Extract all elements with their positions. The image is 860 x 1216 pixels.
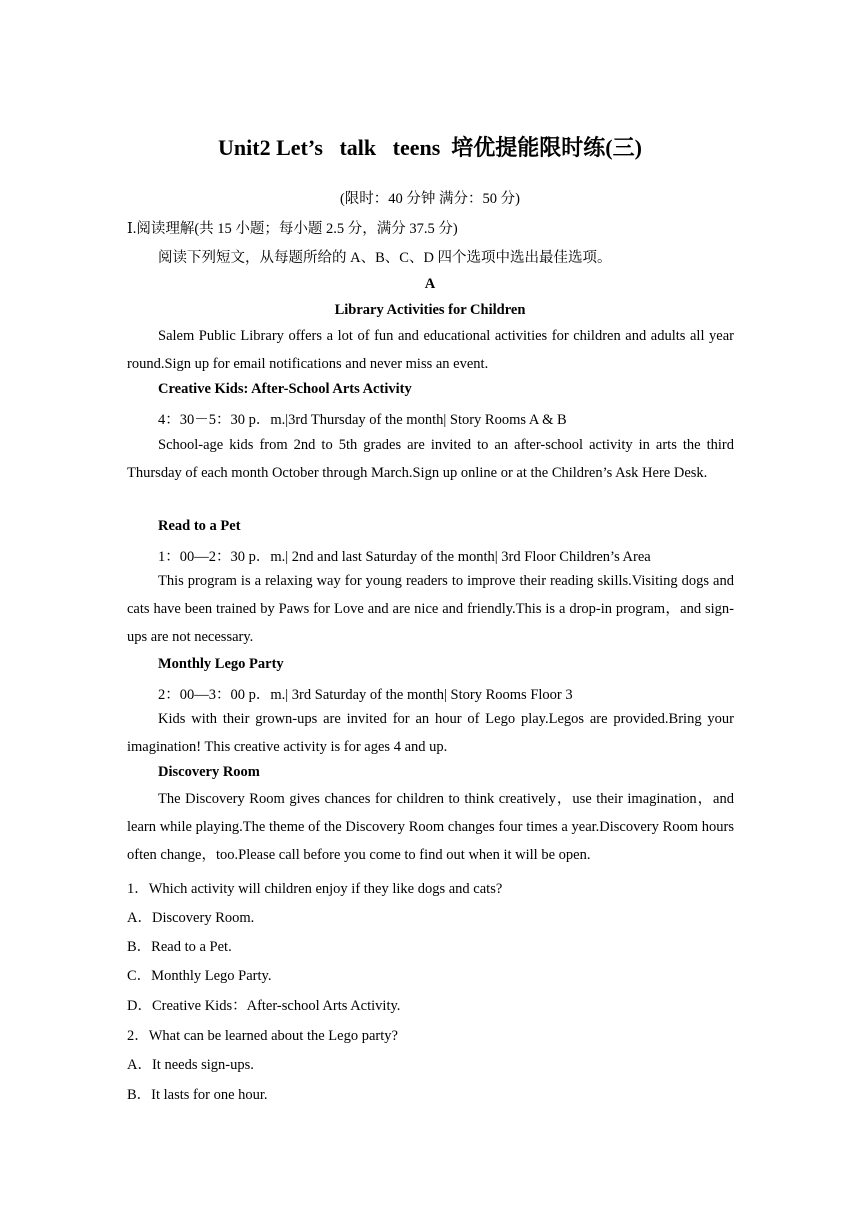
activity-description: The Discovery Room gives chances for children to think creatively，use their imagination，and learn while playing.The theme of the Discovery Room changes four times a year.Discovery Room hours often change，too.Please call before you come to find out when it will be open. <box>127 791 734 863</box>
passage-letter: A <box>424 276 436 292</box>
passage-title: Library Activities for Children <box>334 302 526 318</box>
time-limit-note: (限时：40 分钟 满分：50 分) <box>339 191 521 207</box>
activity-description: Kids with their grown-ups are invited for an hour of Lego play.Legos are provided.Bring your imagination! This creative activity is for ages 4 and up. <box>127 711 734 755</box>
section-heading: Ⅰ.阅读理解(共 15 小题；每小题 2.5 分，满分 37.5 分) <box>127 221 458 237</box>
intro-paragraph: Salem Public Library offers a lot of fun and educational activities for children and adults all year round.Sign up for email notifications and never miss an event. <box>127 328 734 372</box>
answer-option: D．Creative Kids：After-school Arts Activity. <box>127 998 401 1014</box>
instructions: 阅读下列短文，从每题所给的 A、B、C、D 四个选项中选出最佳选项。 <box>158 250 612 266</box>
activity-heading: Monthly Lego Party <box>158 656 284 672</box>
activity-time: 4：30－5：30 p．m.|3rd Thursday of the month| Story Rooms A & B <box>158 412 567 428</box>
activity-description: School-age kids from 2nd to 5th grades are invited to an after-school activity in arts the third Thursday of each month October through March.Sign up online or at the Children’s Ask Here Desk. <box>127 437 734 481</box>
answer-option: C．Monthly Lego Party. <box>127 968 272 984</box>
answer-option: A．It needs sign-ups. <box>127 1057 254 1073</box>
activity-description: This program is a relaxing way for young readers to improve their reading skills.Visiting dogs and cats have been trained by Paws for Love and are nice and friendly.This is a drop-in program，and sign-ups are not necessary. <box>127 573 734 645</box>
activity-heading: Creative Kids: After-School Arts Activity <box>158 381 412 397</box>
answer-option: B．It lasts for one hour. <box>127 1087 268 1103</box>
page-title: Unit2 Let’s talk teens 培优提能限时练(三) <box>218 135 642 160</box>
question-stem: 2．What can be learned about the Lego party? <box>127 1028 398 1044</box>
answer-option: A．Discovery Room. <box>127 910 255 926</box>
activity-heading: Read to a Pet <box>158 518 241 534</box>
activity-time: 2：00—3：00 p．m.| 3rd Saturday of the month| Story Rooms Floor 3 <box>158 687 573 703</box>
activity-heading: Discovery Room <box>158 764 260 780</box>
activity-time: 1：00—2：30 p．m.| 2nd and last Saturday of the month| 3rd Floor Children’s Area <box>158 549 651 565</box>
question-stem: 1．Which activity will children enjoy if they like dogs and cats? <box>127 881 503 897</box>
answer-option: B．Read to a Pet. <box>127 939 232 955</box>
